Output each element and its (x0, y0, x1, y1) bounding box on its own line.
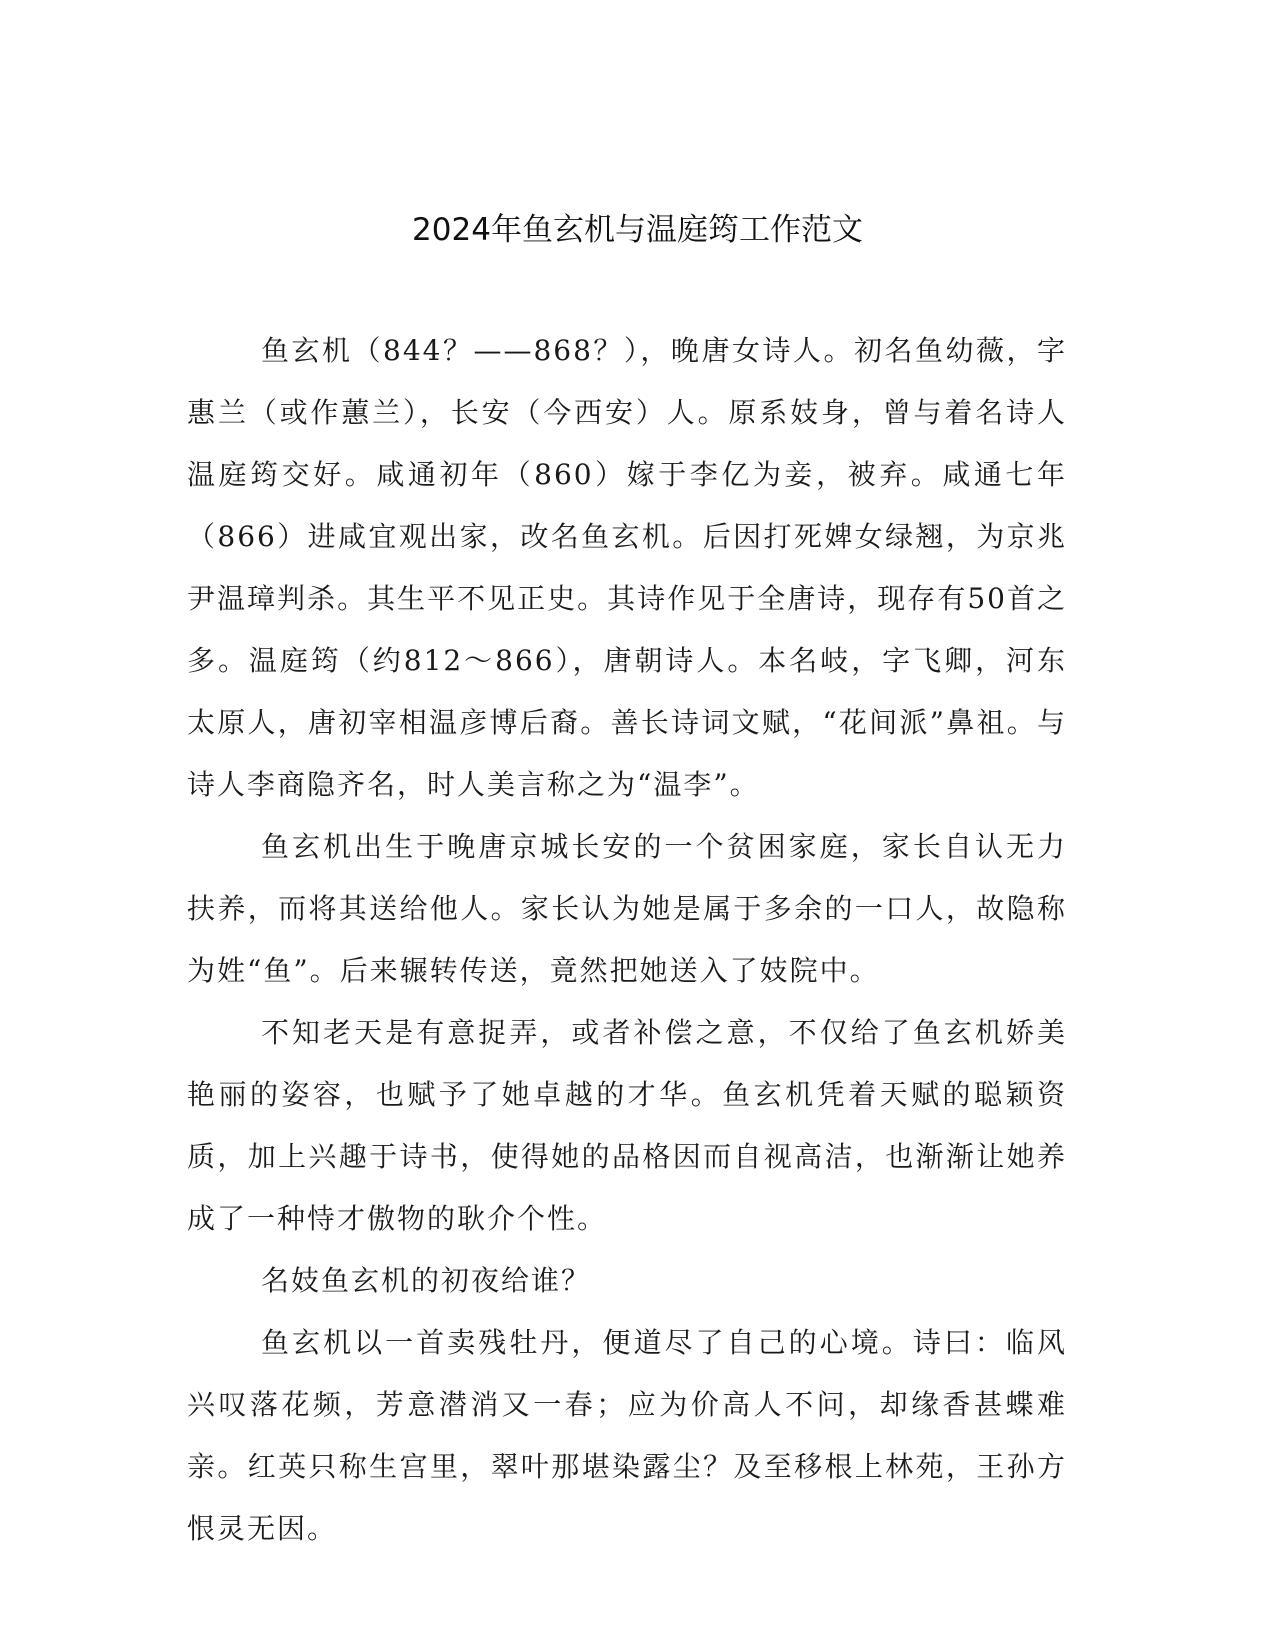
paragraph-talent: 不知老天是有意捉弄，或者补偿之意，不仅给了鱼玄机娇美艳丽的姿容，也赋予了她卓越的才华。鱼玄机凭着天赋的聪颖资质，加上兴趣于诗书，使得她的品格因而自视高洁，也渐渐让她养成了一种恃才傲物的耿介个性。 (187, 1016, 1067, 1235)
document-body (187, 320, 1067, 1560)
paragraph-birth: 鱼玄机出生于晚唐京城长安的一个贫困家庭，家长自认无力扶养，而将其送给他人。家长认为她是属于多余的一口人，故隐称为姓“鱼”。后来辗转传送，竟然把她送入了妓院中。 (187, 830, 1067, 987)
paragraph-poem: 鱼玄机以一首卖残牡丹，便道尽了自己的心境。诗曰：临风兴叹落花频，芳意潜消又一春；应为价高人不问，却缘香甚蝶难亲。红英只称生宫里，翠叶那堪染露尘？及至移根上林苑，王孙方恨灵无因。 (187, 1326, 1067, 1545)
paragraph-question: 名妓鱼玄机的初夜给谁？ (261, 1264, 592, 1297)
document-title: 2024年鱼玄机与温庭筠工作范文 (412, 212, 863, 248)
paragraph-intro: 鱼玄机（844？——868？），晚唐女诗人。初名鱼幼薇，字惠兰（或作蕙兰），长安（今西安）人。原系妓身，曾与着名诗人温庭筠交好。咸通初年（860）嫁于李亿为妾，被弃。咸通七年（866）进咸宜观出家，改名鱼玄机。后因打死婢女绿翘，为京兆尹温璋判杀。其生平不见正史。其诗作见于全唐诗，现存有50首之多。温庭筠（约812～866），唐朝诗人。本名岐，字飞卿，河东太原人，唐初宰相温彦博后裔。善长诗词文赋，“花间派”鼻祖。与诗人李商隐齐名，时人美言称之为“温李”。 (187, 334, 1067, 801)
